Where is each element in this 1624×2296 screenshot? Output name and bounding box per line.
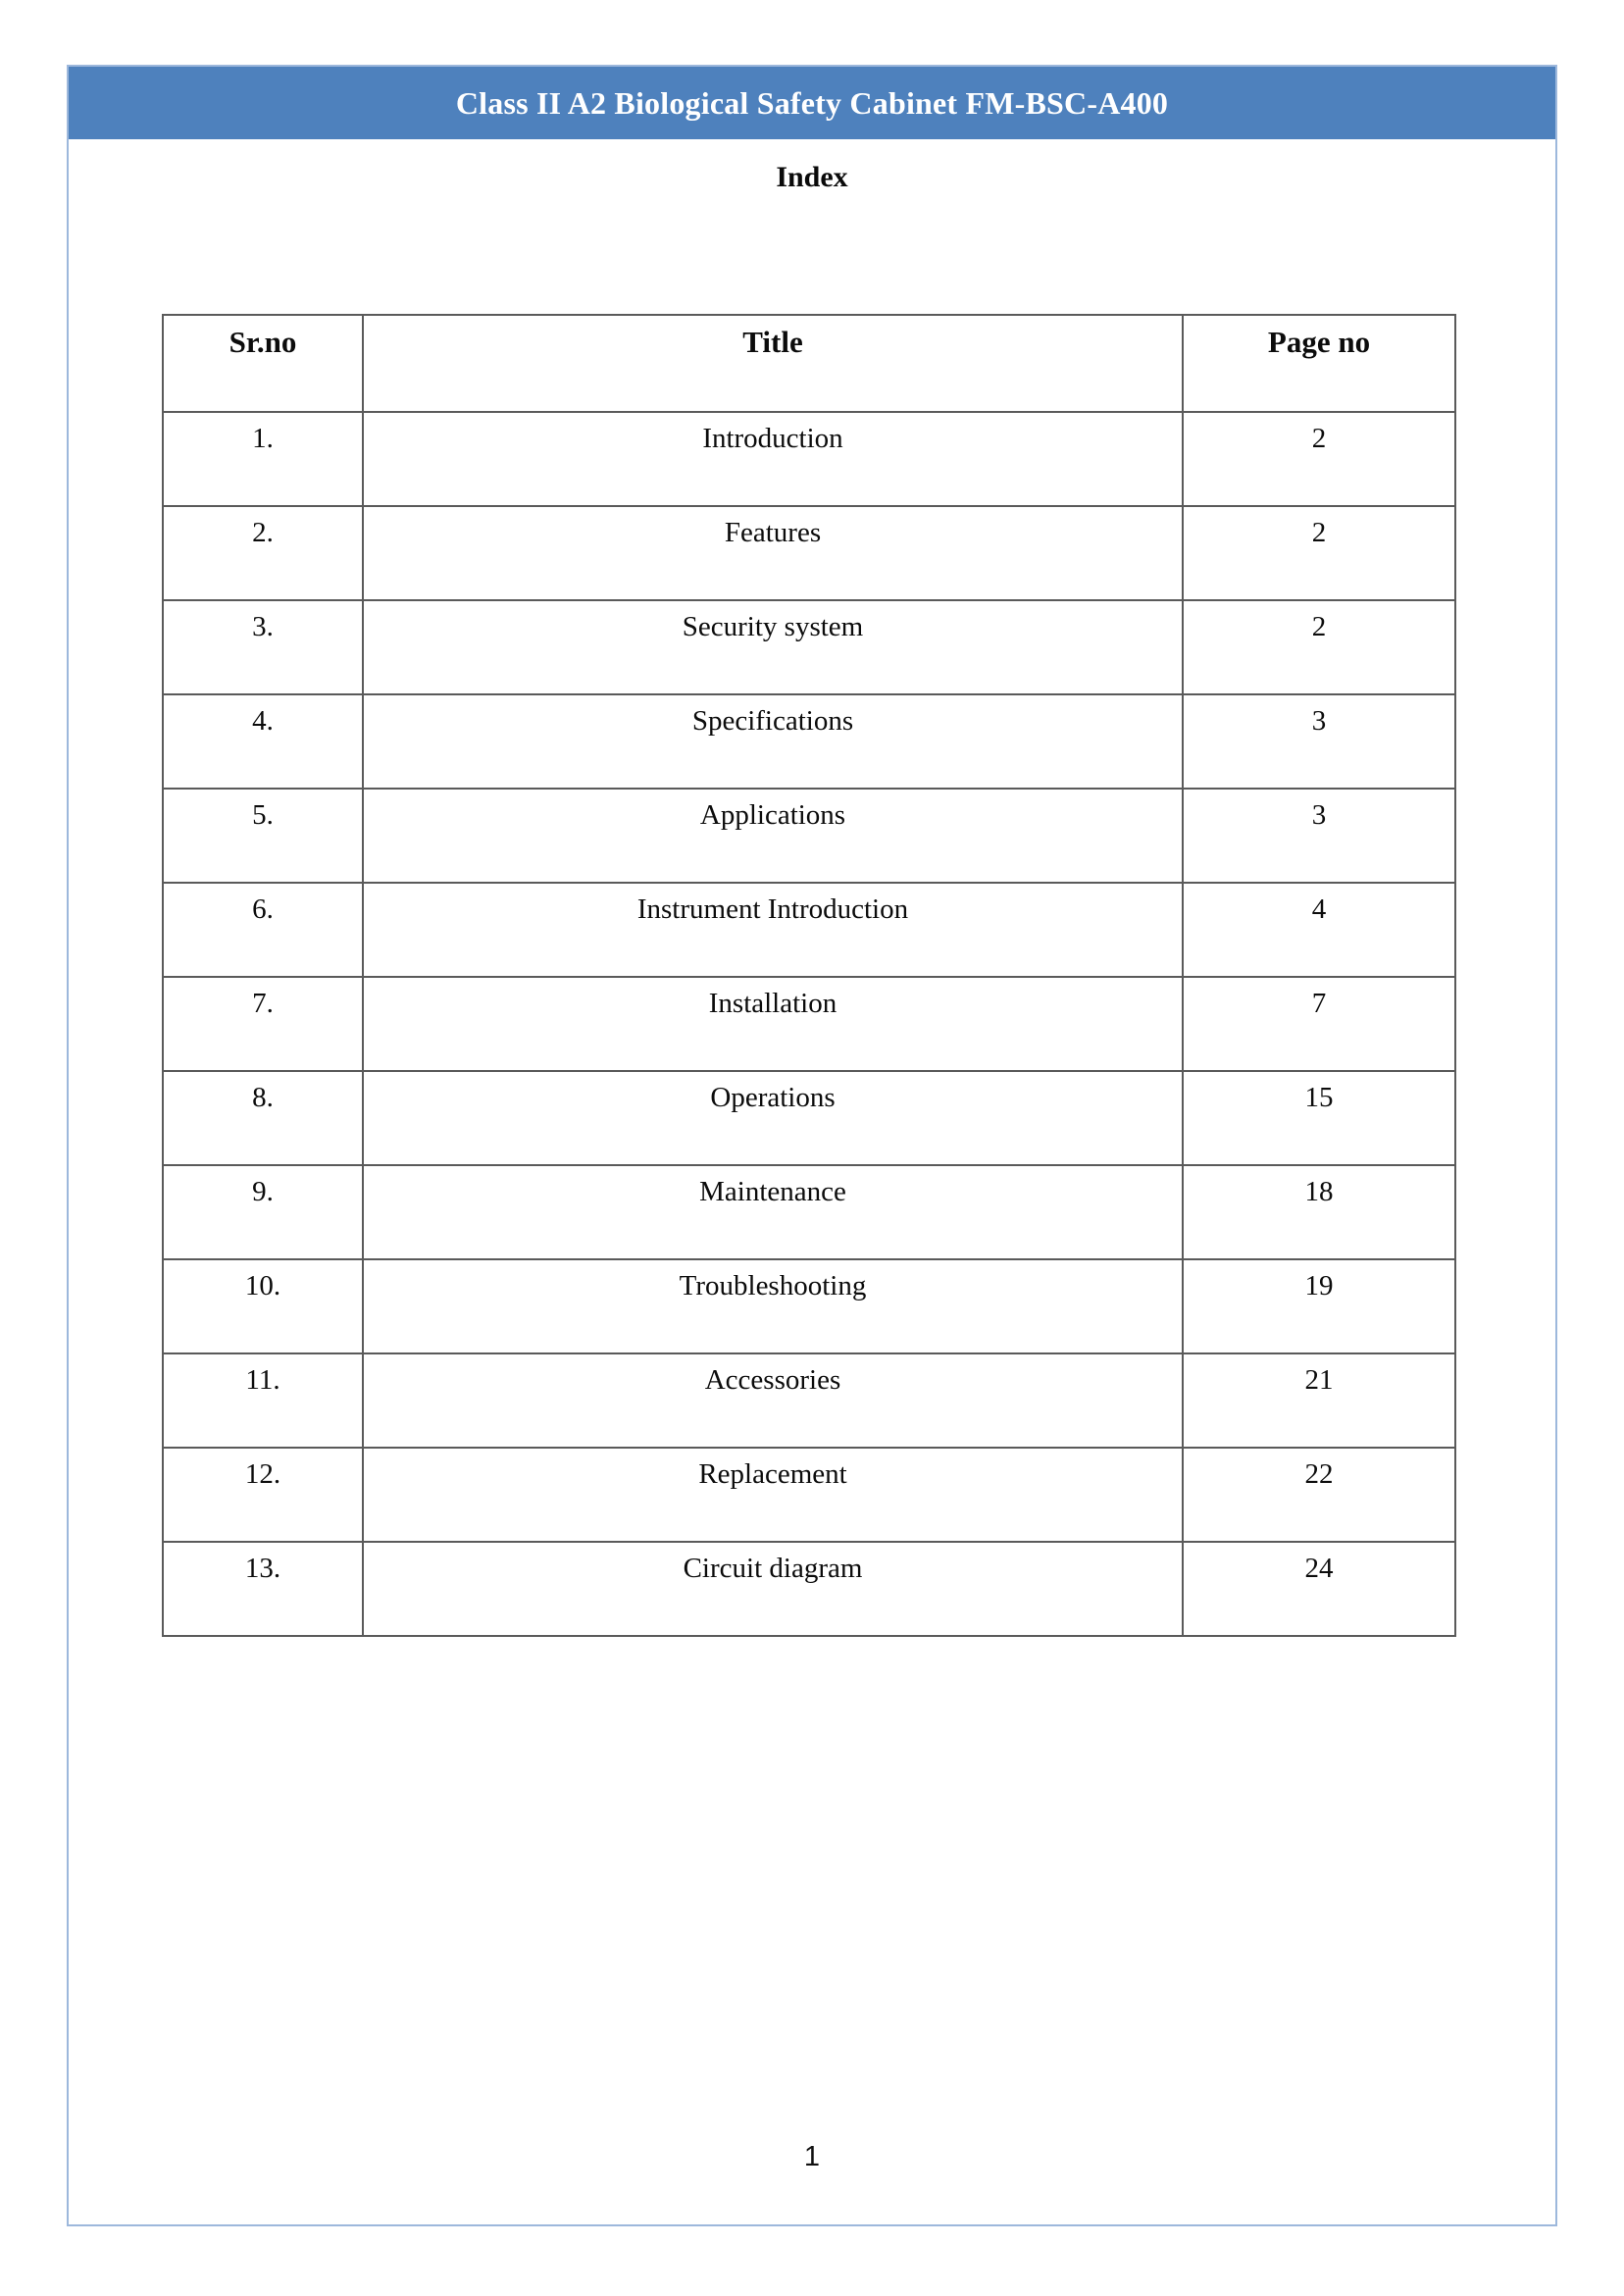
cell-title: Circuit diagram	[363, 1542, 1183, 1636]
table-row	[163, 600, 1455, 694]
cell-page-no: 15	[1183, 1071, 1455, 1165]
cell-title: Accessories	[363, 1353, 1183, 1448]
cell-sr-no: 11.	[163, 1353, 363, 1448]
document-title: Class II A2 Biological Safety Cabinet FM-BSC-A400	[455, 84, 1169, 121]
cell-title: Operations	[363, 1071, 1183, 1165]
cell-title: Replacement	[363, 1448, 1183, 1542]
index-table	[162, 314, 1456, 1637]
table-row	[163, 1448, 1455, 1542]
cell-sr-no: 9.	[163, 1165, 363, 1259]
cell-title: Applications	[363, 789, 1183, 883]
cell-sr-no: 4.	[163, 694, 363, 789]
cell-page-no: 2	[1183, 412, 1455, 506]
table-row	[163, 789, 1455, 883]
cell-page-no: 22	[1183, 1448, 1455, 1542]
cell-sr-no: 2.	[163, 506, 363, 600]
cell-sr-no: 5.	[163, 789, 363, 883]
table-row	[163, 883, 1455, 977]
cell-title: Introduction	[363, 412, 1183, 506]
cell-page-no: 21	[1183, 1353, 1455, 1448]
cell-page-no: 3	[1183, 789, 1455, 883]
table-header-row	[163, 315, 1455, 412]
cell-title: Troubleshooting	[363, 1259, 1183, 1353]
cell-sr-no: 12.	[163, 1448, 363, 1542]
table-row	[163, 506, 1455, 600]
cell-page-no: 2	[1183, 506, 1455, 600]
table-row	[163, 1353, 1455, 1448]
cell-page-no: 2	[1183, 600, 1455, 694]
table-row	[163, 977, 1455, 1071]
cell-page-no: 4	[1183, 883, 1455, 977]
section-heading-index: Index	[776, 161, 848, 193]
cell-page-no: 24	[1183, 1542, 1455, 1636]
cell-page-no: 18	[1183, 1165, 1455, 1259]
cell-sr-no: 8.	[163, 1071, 363, 1165]
cell-sr-no: 6.	[163, 883, 363, 977]
cell-title: Security system	[363, 600, 1183, 694]
cell-sr-no: 3.	[163, 600, 363, 694]
column-header-page-no: Page no	[1183, 315, 1455, 412]
footer-page-number: 1	[803, 2141, 821, 2172]
header-banner	[69, 67, 1555, 139]
cell-sr-no: 1.	[163, 412, 363, 506]
table-row	[163, 1259, 1455, 1353]
cell-sr-no: 13.	[163, 1542, 363, 1636]
cell-title: Maintenance	[363, 1165, 1183, 1259]
column-header-sr-no: Sr.no	[163, 315, 363, 412]
table-row	[163, 1542, 1455, 1636]
cell-title: Features	[363, 506, 1183, 600]
cell-title: Specifications	[363, 694, 1183, 789]
cell-title: Installation	[363, 977, 1183, 1071]
index-table-container	[162, 314, 1454, 1637]
column-header-title: Title	[363, 315, 1183, 412]
cell-page-no: 7	[1183, 977, 1455, 1071]
cell-sr-no: 7.	[163, 977, 363, 1071]
cell-title: Instrument Introduction	[363, 883, 1183, 977]
document-page	[67, 65, 1557, 2226]
cell-page-no: 19	[1183, 1259, 1455, 1353]
cell-page-no: 3	[1183, 694, 1455, 789]
table-row	[163, 694, 1455, 789]
cell-sr-no: 10.	[163, 1259, 363, 1353]
table-row	[163, 1165, 1455, 1259]
table-row	[163, 1071, 1455, 1165]
table-row	[163, 412, 1455, 506]
